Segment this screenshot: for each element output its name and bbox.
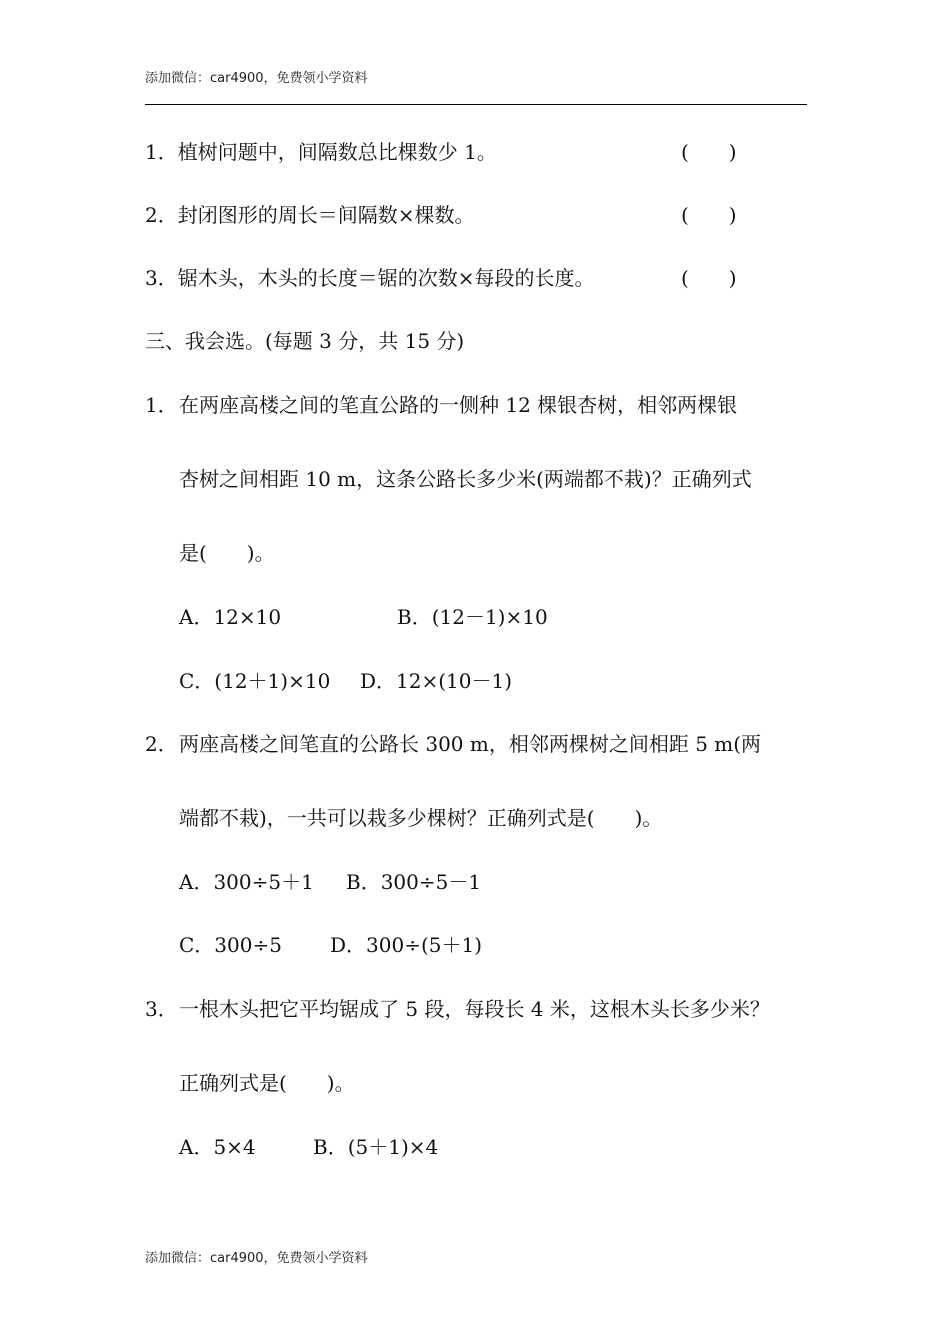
page-footer: 添加微信：car4900，免费领小学资料 — [145, 1251, 368, 1266]
q2-option-d[interactable]: D．300÷(5＋1) — [330, 933, 483, 957]
q1-option-d[interactable]: D．12×(10－1) — [360, 669, 513, 693]
q1-line-1: 在两座高楼之间的笔直公路的一侧种 12 棵银杏树，相邻两棵银 — [179, 393, 738, 417]
judge-1-text: 植树问题中，间隔数总比棵数少 1。 — [177, 140, 497, 164]
q1-option-b[interactable]: B．(12－1)×10 — [397, 605, 548, 629]
q3-option-a[interactable]: A．5×4 — [179, 1135, 256, 1159]
judge-3-text: 锯木头，木头的长度＝锯的次数×每段的长度。 — [177, 266, 595, 290]
q2-option-b[interactable]: B．300÷5－1 — [346, 870, 482, 894]
judge-3-answer-blank[interactable]: ( ) — [681, 266, 737, 290]
q2-number: 2． — [145, 732, 178, 756]
page-header: 添加微信：car4900，免费领小学资料 — [145, 71, 368, 86]
judge-2-answer-blank[interactable]: ( ) — [681, 203, 737, 227]
q2-line-2: 端都不栽)，一共可以栽多少棵树？正确列式是( )。 — [179, 806, 663, 830]
judge-3 — [145, 266, 595, 290]
q2-option-a[interactable]: A．300÷5＋1 — [179, 870, 314, 894]
q1-line-2: 杏树之间相距 10 m，这条公路长多少米(两端都不栽)？正确列式 — [179, 467, 752, 491]
judge-1-num: 1． — [145, 140, 178, 164]
judge-2-num: 2． — [145, 203, 178, 227]
judge-3-num: 3． — [145, 266, 178, 290]
header-divider — [145, 104, 807, 105]
q3-line-2: 正确列式是( )。 — [179, 1071, 355, 1095]
q2-option-c[interactable]: C．300÷5 — [179, 933, 282, 957]
q3-option-b[interactable]: B．(5＋1)×4 — [313, 1135, 439, 1159]
judge-1 — [145, 140, 497, 164]
q3-line-1: 一根木头把它平均锯成了 5 段，每段长 4 米，这根木头长多少米？ — [179, 997, 770, 1021]
q2-line-1: 两座高楼之间笔直的公路长 300 m，相邻两棵树之间相距 5 m(两 — [179, 732, 762, 756]
judge-2-text: 封闭图形的周长＝间隔数×棵数。 — [177, 203, 475, 227]
q1-line-3: 是( )。 — [179, 541, 275, 565]
judge-2 — [145, 203, 475, 227]
q1-option-a[interactable]: A．12×10 — [179, 605, 282, 629]
q1-option-c[interactable]: C．(12＋1)×10 — [179, 669, 331, 693]
q3-number: 3． — [145, 997, 178, 1021]
section-title: 三、我会选。(每题 3 分，共 15 分) — [145, 329, 465, 353]
q1-number: 1． — [145, 393, 178, 417]
judge-1-answer-blank[interactable]: ( ) — [681, 140, 737, 164]
